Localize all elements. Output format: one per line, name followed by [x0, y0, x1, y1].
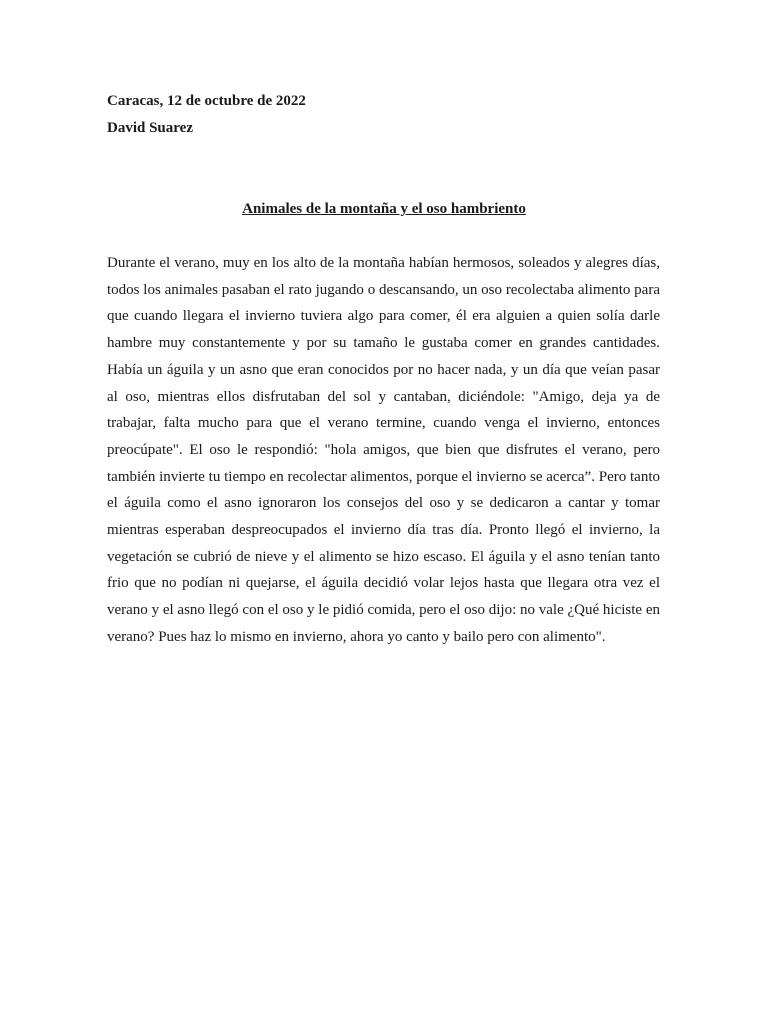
author-name: David Suarez — [107, 120, 193, 136]
body-paragraph: Durante el verano, muy en los alto de la montaña habían hermosos, soleados y alegres días, todos los animales pasaban el rato jugando o descansando, un oso recolectaba alimento para que cuando llegara el invierno tuviera algo para comer, él era alguien a quien solía darle hambre muy constantemente y por su tamaño le gustaba comer en grandes cantidades. Había un águila y un asno que eran conocidos por no hacer nada, y un día que veían pasar al oso, mientras ellos disfrutaban del sol y cantaban, diciéndole: "Amigo, deja ya de trabajar, falta mucho para que el verano termine, cuando venga el invierno, entonces preocúpate". El oso le respondió: "hola amigos, que bien que disfrutes el verano, pero también invierte tu tiempo en recolectar alimentos, porque el invierno se acerca”. Pero tanto el águila como el asno ignoraron los consejos del oso y se dedicaron a cantar y tomar mientras esperaban despreocupados el invierno día tras día. Pronto llegó el invierno, la vegetación se cubrió de nieve y el alimento se hizo escaso. El águila y el asno tenían tanto frio que no podían ni quejarse, el águila decidió volar lejos hasta que llegara otra vez el verano y el asno llegó con el oso y le pidió comida, pero el oso dijo: no vale ¿Qué hiciste en verano? Pues haz lo mismo en invierno, ahora yo canto y bailo pero con alimento". — [107, 255, 660, 645]
date-line: Caracas, 12 de octubre de 2022 — [107, 93, 306, 109]
document-title: Animales de la montaña y el oso hambriento — [242, 201, 526, 217]
